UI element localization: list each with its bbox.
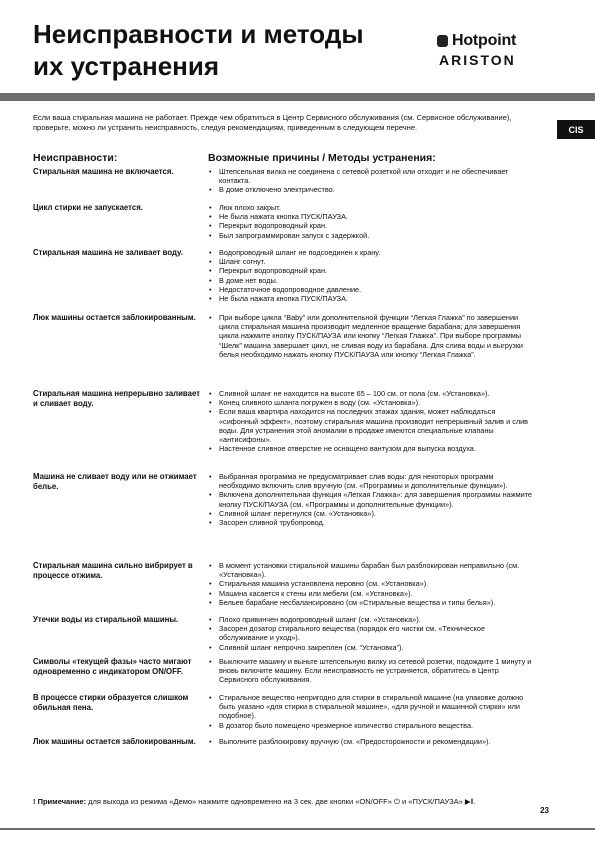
footnote [33,797,533,807]
causes-list [207,248,533,303]
causes-list [207,167,533,195]
cause-item: • Выполните разблокировку вручную (см. «Предосторожности и рекомендации»). [207,737,533,746]
trouble-row [33,693,533,730]
trouble-row [33,657,533,685]
brand-mark-icon [437,35,448,47]
page-title-line1: Неисправности и методы [33,19,364,49]
cause-item: • В доме нет воды. [207,276,533,285]
cause-item: • Сливной шланг не находится на высоте 65 – 100 см. от пола (см. «Установка»). [207,389,533,398]
cause-item: • Шланг согнут. [207,257,533,266]
trouble-row [33,472,533,527]
cause-item: • Люк плохо закрыт. [207,203,533,212]
cause-item: • Сливной шланг непрочно закреплен (см. “Установка”). [207,643,533,652]
causes-column-header: Возможные причины / Методы устранения: [208,152,436,164]
cause-item: • Штепсельная вилка не соединена с сетевой розеткой или отходит и не обеспечивает контакта. [207,167,533,185]
trouble-row [33,615,533,652]
page-title-line2: их устранения [33,51,220,81]
problem-text: Символы «текущей фазы» часто мигают одновременно с индикатором ON/OFF. [33,657,192,676]
cause-item: • Не была нажата кнопка ПУСК/ПАУЗА. [207,294,533,303]
header-divider [0,93,595,101]
causes-list [207,737,533,747]
causes-list [207,472,533,527]
footnote-label: ! Примечание: [33,797,87,806]
problem-text: В процессе стирки образуется слишком обильная пена. [33,693,189,712]
page-number: 23 [540,806,549,815]
footer-divider [0,828,595,830]
causes-list [207,615,533,652]
causes-list [207,389,533,453]
cause-item: • Не была нажата кнопка ПУСК/ПАУЗА. [207,212,533,221]
page-title [33,18,364,82]
problem-text: Стиральная машина не включается. [33,167,174,176]
cause-item: • Настенное сливное отверстие не оснащено вантузом для выпуска воздуха. [207,444,533,453]
cause-item: • Водопроводный шланг не подсоединен к крану. [207,248,533,257]
cause-item: • Если ваша квартира находится на последних этажах здания, может наблюдаться «сифонный эффект», поэтому стиральная машина производит непрерывный залив и слив воды. Для устранения этой аномалии в продаже имеются специальные клапаны «антисифоны». [207,407,533,444]
cause-item: • Машина касается к стены или мебели (см. «Установка»). [207,589,533,598]
trouble-row [33,248,533,303]
problems-column-header: Неисправности: [33,152,118,164]
cause-item: • Засорен дозатор стирального вещества (порядок его чистки см. «Техническое обслуживание и уход»). [207,624,533,642]
trouble-row [33,203,533,240]
problem-text: Стиральная машина непрерывно заливает и сливает воду. [33,389,200,408]
cause-item: • Включена дополнительная функция «Легкая Глажка»: для завершения программы нажмите кнопку ПУСК/ПАУЗА (см. «Программы и дополнительные функции»). [207,490,533,508]
trouble-row [33,389,533,453]
language-tab: CIS [557,120,595,139]
trouble-row [33,561,533,607]
problem-text: Цикл стирки не запускается. [33,203,143,212]
problem-text: Стиральная машина не заливает воду. [33,248,183,257]
cause-item: • Засорен сливной трубопровод. [207,518,533,527]
causes-list [207,657,533,685]
cause-item: • Стиральное вещество непригодно для стирки в стиральной машине (на упаковке должно быть указано «для стирки в стиральной машине», «для ручной и машинной стирки» или подобное). [207,693,533,721]
brand-sub: ARISTON [439,52,516,68]
cause-item: • Недостаточное водопроводное давление. [207,285,533,294]
cause-item: • Выбранная программа не предусматривает слив воды: для некоторых программ необходимо включить слив вручную (см. «Программы и дополнительные функции»). [207,472,533,490]
brand-logo [437,32,547,68]
causes-list [207,313,533,359]
problem-text: Утечки воды из стиральной машины. [33,615,179,624]
cause-item: • Сливной шланг перегнулся (см. «Установка»). [207,509,533,518]
problem-text: Стиральная машина сильно вибрирует в процессе отжима. [33,561,193,580]
causes-list [207,203,533,240]
trouble-row [33,737,533,747]
cause-item: • Выключите машину и выньте штепсельную вилку из сетевой розетки, подождите 1 минуту и вновь включите машину. Если неисправность не устраняется, обратитесь в Центр Сервисного обслуживания. [207,657,533,685]
trouble-row [33,313,533,359]
cause-item: • При выборе цикла “Baby” или дополнительной функции “Легкая Глажка” по завершении цикла стиральная машина производит медленное вращение барабана; для завершения цикла нажмите кнопку ПУСК/ПАУЗА или кнопку “Легкая Глажка”. При выборе программы “Шелк” машина завершает цикл, не сливая воду из барабана. Для слива воды и выгрузки белья необходимо нажать кнопку ПУСК/ПАУЗА или кнопку “Легкая Глажка”. [207,313,533,359]
cause-item: • Стиральная машина установлена неровно (см. «Установка»). [207,579,533,588]
brand-name: Hotpoint [452,32,517,49]
intro-text: Если ваша стиральная машина не работает. Прежде чем обратиться в Центр Сервисного обслуживания (см. Сервисное обслуживание), проверьте, можно ли устранить неисправность, следуя рекомендациям, приведенным в следующем перечне. [33,113,512,132]
problem-text: Люк машины остается заблокированным. [33,313,196,322]
cause-item: • Плохо привинчен водопроводный шланг (см. «Установка»). [207,615,533,624]
problem-text: Люк машины остается заблокированным. [33,737,196,746]
cause-item: • Был запрограммирован запуск с задержкой. [207,231,533,240]
causes-list [207,693,533,730]
footnote-text: для выхода из режима «Демо» нажмите одновременно на 3 сек. две кнопки «ON/OFF» ⏻ и «ПУСК/ПАУЗА» ▶‖. [88,797,476,806]
cause-item: • Перекрыт водопроводный кран. [207,266,533,275]
problem-text: Машина не сливает воду или не отжимает белье. [33,472,197,491]
cause-item: • Конец сливного шланга погружен в воду (см. «Установка»). [207,398,533,407]
cause-item: • В дозатор было помещено чрезмерное количество стирального вещества. [207,721,533,730]
cause-item: • Перекрыт водопроводный кран. [207,221,533,230]
cause-item: • В момент установки стиральной машины барабан был разблокирован неправильно (см. «Установка»). [207,561,533,579]
cause-item: • Бельев барабане несбалансировано (см «Стиральные вещества и типы белья»). [207,598,533,607]
cause-item: • В доме отключено электричество. [207,185,533,194]
causes-list [207,561,533,607]
trouble-row [33,167,533,195]
